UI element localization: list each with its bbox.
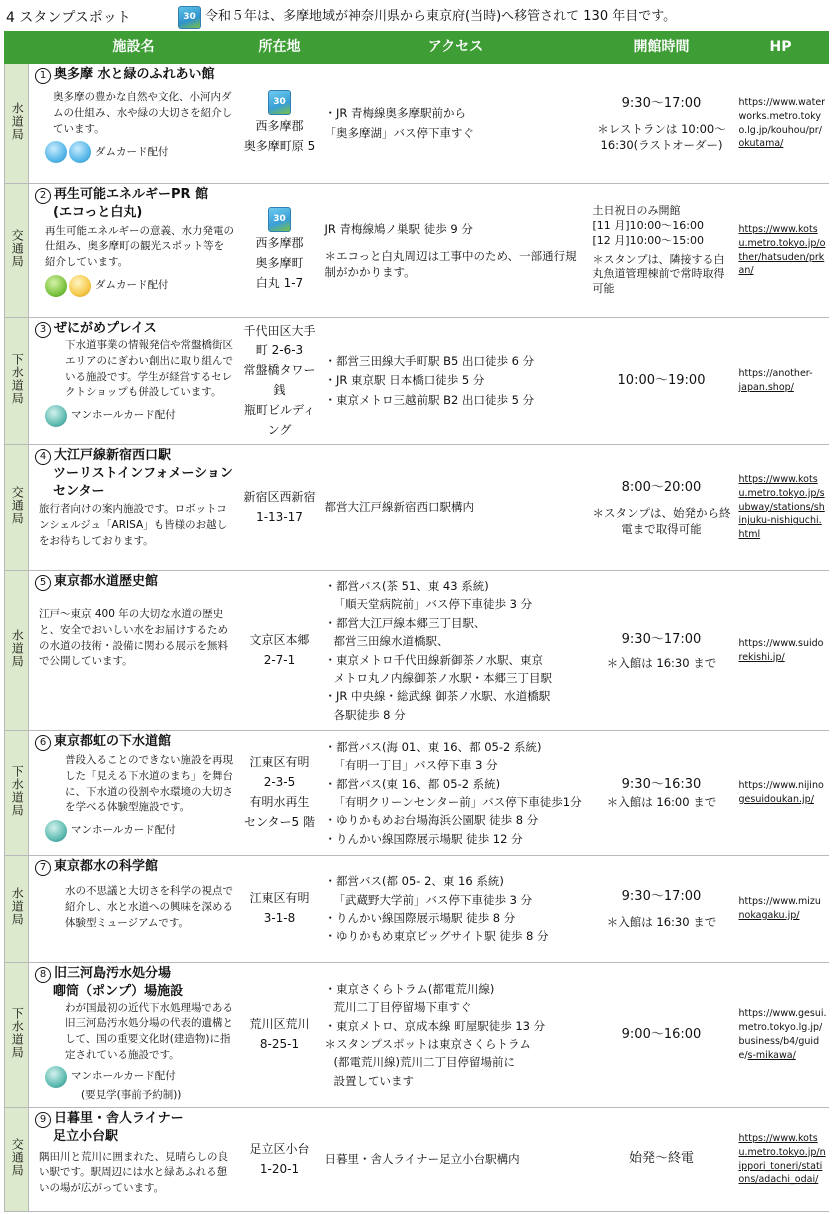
table-row — [5, 856, 829, 963]
header-access: アクセス — [321, 32, 591, 64]
spot-number: 9 — [35, 1112, 51, 1128]
facility-name: 8 旧三河島汚水処分場 喞筒（ポンプ）場施設 — [35, 965, 235, 1001]
hp-cell — [733, 571, 829, 731]
facility-description: 奥多摩の豊かな自然や文化、小河内ダムの仕組み、水や緑の大切さを紹介しています。 — [53, 91, 233, 135]
header-location: 所在地 — [239, 32, 321, 64]
access-cell: ・都営バス(都 05- 2、東 16 系統) 「武蔵野大学前」バス停下車徒歩 3 分 ・りんかい線国際展示場駅 徒歩 8 分 ・ゆりかもめ東京ビッグサイト駅 徒歩 8 分 — [321, 856, 591, 963]
location-cell: 江東区有明 3-1-8 — [239, 856, 321, 963]
facility-cell — [29, 856, 239, 963]
facility-description: 隅田川と荒川に囲まれた、見晴らしの良い駅です。駅周辺には水と緑あふれる憩いの場が広がっています。 — [39, 1150, 228, 1195]
hours-cell: 9:30～17:00 ＊入館は 16:30 まで — [591, 856, 733, 963]
hp-link[interactable]: https://www.nijino gesuidoukan.jp/ — [738, 780, 824, 805]
hp-cell — [733, 856, 829, 963]
section-title: 4 スタンプスポット — [6, 10, 131, 26]
header-hours: 開館時間 — [591, 32, 733, 64]
hp-link[interactable]: https://www.waterworks.metro.tokyo.lg.jp/kouhou/pr/okutama/ — [738, 96, 826, 150]
card-info: マンホールカード配付 — [35, 405, 235, 427]
spot-number: 6 — [35, 735, 51, 751]
table-row — [5, 64, 829, 184]
hp-cell — [733, 963, 829, 1108]
spot-number: 2 — [35, 188, 51, 204]
hp-link[interactable]: https://www.mizu nokagaku.jp/ — [738, 896, 821, 921]
bureau-cell: 水道局 — [5, 571, 29, 731]
facility-description: わが国最初の近代下水処理場である旧三河島汚水処分場の代表的遺構として、国の重要文化財(建造物)に指定されている施設です。 — [65, 1001, 233, 1061]
location-cell: 30 西多摩郡 奥多摩町 白丸 1-7 — [239, 184, 321, 318]
table-row — [5, 963, 829, 1108]
facility-description: 旅行者向けの案内施設です。ロボットコンシェルジュ「ARISA」も皆様のお越しをお待ちしております。 — [39, 503, 228, 547]
header-facility: 施設名 — [29, 32, 239, 64]
anniversary-logo-icon: 30 — [178, 6, 201, 29]
spot-number: 8 — [35, 967, 51, 983]
hp-cell — [733, 318, 829, 445]
mascot-icon — [45, 405, 67, 427]
hp-link[interactable]: https://www.kotsu.metro.tokyo.jp/nippori_toneri/stations/adachi_odai/ — [738, 1132, 826, 1186]
mascot-icon — [45, 141, 67, 163]
hp-cell — [733, 184, 829, 318]
facility-description: 下水道事業の情報発信や常盤橋街区エリアのにぎわい創出に取り組んでいる施設です。学生が経営するセレクトショップも併設しています。 — [65, 339, 233, 399]
hours-cell: 10:00～19:00 — [591, 318, 733, 445]
facility-name: 6 東京都虹の下水道館 — [35, 733, 235, 751]
mascot-icon — [45, 275, 67, 297]
notice-text: 令和５年は、多摩地域が神奈川県から東京府(当時)へ移管されて 130 年目です。 — [205, 9, 677, 25]
anniversary-logo-icon: 30 — [268, 90, 291, 115]
mascot-icon — [69, 275, 91, 297]
location-cell: 荒川区荒川 8-25-1 — [239, 963, 321, 1108]
location-cell: 千代田区大手 町 2-6-3 常盤橋タワー銭 瓶町ビルディング — [239, 318, 321, 445]
facility-cell — [29, 64, 239, 184]
hours-cell: 8:00～20:00 ＊スタンプは、始発から終電まで取得可能 — [591, 445, 733, 571]
facility-name: 3 ぜにがめプレイス — [35, 320, 235, 338]
access-cell: JR 青梅線鳩ノ巣駅 徒歩 9 分 ＊エコっと白丸周辺は工事中のため、一部通行規制がかかります。 — [321, 184, 591, 318]
bureau-cell: 交通局 — [5, 184, 29, 318]
access-cell: ・都営バス(海 01、東 16、都 05-2 系統) 「有明一丁目」バス停下車 3 分 ・都営バス(東 16、都 05-2 系統) 「有明クリーンセンター前」バス停下車徒歩1分 ・ゆりかもめお台場海浜公園駅 徒歩 8 分 ・りんかい線国際展示場駅 徒歩 12 分 — [321, 731, 591, 856]
access-cell: ・都営三田線大手町駅 B5 出口徒歩 6 分 ・JR 東京駅 日本橋口徒歩 5 分 ・東京メトロ三越前駅 B2 出口徒歩 5 分 — [321, 318, 591, 445]
facility-cell — [29, 184, 239, 318]
header-bureau — [5, 32, 29, 64]
bureau-cell: 下水道局 — [5, 318, 29, 445]
card-note: (要見学(事前予約制)) — [81, 1088, 182, 1101]
hp-link[interactable]: https://www.kotsu.metro.tokyo.jp/other/hatsuden/prkan/ — [738, 223, 826, 277]
access-cell: 日暮里・舎人ライナー足立小台駅構内 — [321, 1108, 591, 1212]
header-hp: HP — [733, 32, 829, 64]
facility-description: 水の不思議と大切さを科学の視点で紹介し、水と水道への興味を深める体験型ミュージアムです。 — [65, 885, 233, 929]
facility-name: 2 再生可能エネルギーPR 館 (エコっと白丸) — [35, 186, 235, 222]
location-cell: 新宿区西新宿 1-13-17 — [239, 445, 321, 571]
facility-description: 再生可能エネルギーの意義、水力発電の仕組み、奥多摩町の観光スポット等を紹介しています。 — [45, 224, 234, 269]
access-cell: 都営大江戸線新宿西口駅構内 — [321, 445, 591, 571]
hp-cell — [733, 445, 829, 571]
mascot-icon — [45, 820, 67, 842]
hp-link[interactable]: https://another- japan.shop/ — [738, 368, 813, 393]
mascot-icon — [45, 1066, 67, 1088]
hours-cell: 9:00～16:00 — [591, 963, 733, 1108]
hp-cell — [733, 1108, 829, 1212]
hours-cell: 9:30～16:30 ＊入館は 16:00 まで — [591, 731, 733, 856]
stamp-spot-table — [4, 31, 829, 1212]
facility-description: 普段入ることのできない施設を再現した「見える下水道のまち」を舞台に、下水道の役割や水環境の大切さを学べる体験型施設です。 — [65, 754, 233, 814]
spot-number: 3 — [35, 322, 51, 338]
facility-cell — [29, 571, 239, 731]
bureau-cell: 水道局 — [5, 64, 29, 184]
location-cell: 足立区小台 1-20-1 — [239, 1108, 321, 1212]
hp-link[interactable]: https://www.kotsu.metro.tokyo.jp/subway/stations/shinjuku-nishiguchi.html — [738, 474, 825, 541]
hours-cell: 9:30～17:00 ＊入館は 16:30 まで — [591, 571, 733, 731]
facility-cell — [29, 318, 239, 445]
location-cell: 30 西多摩郡 奥多摩町原 5 — [239, 64, 321, 184]
facility-name: 7 東京都水の科学館 — [35, 858, 235, 876]
table-row — [5, 318, 829, 445]
facility-cell — [29, 731, 239, 856]
bureau-cell: 下水道局 — [5, 963, 29, 1108]
facility-description: 江戸～東京 400 年の大切な水道の歴史と、安全でおいしい水をお届けするための水道の技術・設備に関わる展示を無料で公開しています。 — [39, 608, 228, 668]
spot-number: 1 — [35, 68, 51, 84]
facility-cell — [29, 1108, 239, 1212]
mascot-icon — [69, 141, 91, 163]
hours-cell: 土日祝日のみ開館 [11 月]10:00～16:00 [12 月]10:00～15:00 ＊スタンプは、隣接する白丸魚道管理棟前で常時取得可能 — [591, 184, 733, 318]
facility-cell — [29, 963, 239, 1108]
anniversary-logo-icon: 30 — [268, 207, 291, 232]
table-row — [5, 731, 829, 856]
hours-cell: 9:30～17:00 ＊レストランは 10:00～16:30(ラストオーダー) — [591, 64, 733, 184]
bureau-cell: 交通局 — [5, 1108, 29, 1212]
facility-name: 9 日暮里・舎人ライナー 足立小台駅 — [35, 1110, 235, 1146]
location-cell: 文京区本郷 2-7-1 — [239, 571, 321, 731]
card-info: ダムカード配付 — [35, 275, 235, 297]
hp-link[interactable]: https://www.gesui.metro.tokyo.lg.jp/business/b4/guide/s-mikawa/ — [738, 1008, 827, 1061]
facility-name: 1 奥多摩 水と緑のふれあい館 — [35, 66, 235, 84]
table-row — [5, 445, 829, 571]
hp-cell — [733, 731, 829, 856]
table-row — [5, 571, 829, 731]
card-info: マンホールカード配付 — [35, 820, 235, 842]
card-info: ダムカード配付 — [35, 141, 235, 163]
access-cell: ・都営バス(茶 51、東 43 系統) 「順天堂病院前」バス停下車徒歩 3 分 ・都営大江戸線本郷三丁目駅、 都営三田線水道橋駅、 ・東京メトロ千代田線新御茶ノ水駅、東京 メトロ丸ノ内線御茶ノ水駅・本郷三丁目駅 ・JR 中央線・総武線 御茶ノ水駅、水道橋駅 各駅徒歩 8 分 — [321, 571, 591, 731]
page-header — [0, 0, 832, 30]
spot-number: 5 — [35, 575, 51, 591]
spot-number: 4 — [35, 449, 51, 465]
facility-name: 4 大江戸線新宿西口駅 ツーリストインフォメーション センター — [35, 447, 235, 500]
table-row — [5, 184, 829, 318]
table-row — [5, 1108, 829, 1212]
location-cell: 江東区有明 2-3-5 有明水再生 センター5 階 — [239, 731, 321, 856]
access-cell: ・JR 青梅線奥多摩駅前から 「奥多摩湖」バス停下車すぐ — [321, 64, 591, 184]
table-header-row — [5, 32, 829, 64]
facility-name: 5 東京都水道歴史館 — [35, 573, 235, 591]
card-info: マンホールカード配付 — [35, 1066, 235, 1088]
hp-link[interactable]: https://www.suido rekishi.jp/ — [738, 637, 824, 663]
facility-cell — [29, 445, 239, 571]
anniversary-notice — [178, 6, 676, 29]
bureau-cell: 交通局 — [5, 445, 29, 571]
access-cell: ・東京さくらトラム(都電荒川線) 荒川二丁目停留場下車すぐ ・東京メトロ、京成本線 町屋駅徒歩 13 分 ＊スタンプスポットは東京さくらトラム (都電荒川線)荒川二丁目停留場前に 設置しています — [321, 963, 591, 1108]
bureau-cell: 水道局 — [5, 856, 29, 963]
bureau-cell: 下水道局 — [5, 731, 29, 856]
spot-number: 7 — [35, 860, 51, 876]
hours-cell: 始発～終電 — [591, 1108, 733, 1212]
hp-cell — [733, 64, 829, 184]
